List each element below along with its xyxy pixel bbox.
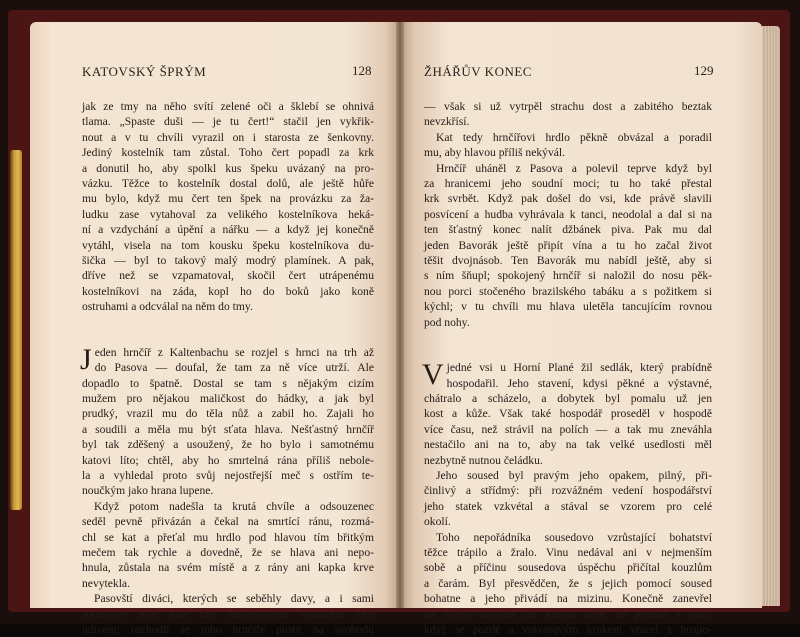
right-page-number: 129 <box>694 63 714 78</box>
right-paragraph-5: Jeho soused byl pravým jeho opakem, pilný, při- činlivý a střídmý: při rozvážném vedení hospodářství jeho statek vzkvétal a stával se vzorem pro celé okolí. <box>424 468 712 529</box>
bookmark-ribbon <box>10 150 22 510</box>
left-page-text <box>82 99 374 637</box>
left-page-number: 128 <box>352 63 372 78</box>
right-running-head: ŽHÁŘŮV KONEC <box>424 64 532 79</box>
left-paragraph-1: jak ze tmy na něho svítí zelené oči a šklebí se ohnivá tlama. „Spaste duši — je tu čert!“ stačil jen vykřik- nout a v tu chvíli vyrazil on i starosta ze šenkovny. Jediný kostelník tam zůstal. Toho čert popadl za krk a donutil ho, aby spolkl kus špeku uvázaný na pro- vázku. Těžce to kostelník dostal dolů, ale ještě hůře mu bylo, když mu čert ten špek na provázku za ža- ludku zase vytahoval za velikého kostelníkova heká- ní a vzdychání a úpění a nářku — a když jej konečně vytáhl, visela na tom kousku špeku kostelníkova du- šička — byl to takový malý modrý plamínek. A pak, dříve než se vzpamatoval, skočil čert utrápenému kostelníkovi na záda, kopl ho do boků jako koně ostruhami a odcválal na něm do tmy. <box>82 100 374 314</box>
right-paragraph-3: Hrnčíř uháněl z Pasova a polevil teprve když byl za hranicemi jeho soudní moci; tu ho také přestal krk svrbět. Když pak došel do vsi, kde právě slavili posvícení a hudba vyhrávala k tanci, neodolal a dal si na ten šťastný konec nalít džbánek piva. Pak mu dal jeden Bavorák ještě připít vína a tu ho začal život těšit dvojnásob. Ten Bavorák mu nabídl ještě, aby si s ním šňupl; spokojený hrnčíř si naložil do nosu pěk- nou porci stočeného brazilského tabáku a s požitkem si kýchl; v tu chvíli mu hlava uletěla tancujícím rovnou pod nohy. <box>424 161 712 329</box>
book-gutter <box>396 22 404 608</box>
right-paragraph-1: — však si už vytrpěl strachu dost a zabitého beztak nevzkřísí. <box>424 100 712 129</box>
right-paragraph-4: V jedné vsi u Horní Plané žil sedlák, který prabídně hospodařil. Jeho stavení, kdysi pěkné a výstavné, chátralo a scházelo, a dobytek byl pomalu už jen kost a kůže. Však také hospodář proseděl v hospodě více času, než strávil na polích — a tak mu zneváhla nestačilo ani na to, aby na tak velké usedlosti měl nezbytně nutnou čeládku. <box>422 358 712 467</box>
page-edges <box>762 26 780 606</box>
right-page-text <box>424 99 712 637</box>
right-paragraph-2: Kat tedy hrnčířovi hrdlo pěkně obvázal a poradil mu, aby hlavou příliš nekývál. <box>424 130 712 160</box>
drop-cap: V <box>422 358 444 392</box>
right-paragraph-6: Toho nepořádníka sousedovo vzrůstající bohatství těžce trápilo a žralo. Vinu nedával ani v nejmenším sobě a příčinu sousedova úspěchu přičítal kouzlům a čarám. Byl přesvědčen, že s jejich pomocí soused bohatne a jeho přivádí na mizinu. Konečně zanevřel na svého souseda tak krutou zášti, že jednou v noci, když se pozdě a vrávoravým krokem vracel z hospo- <box>424 530 712 636</box>
left-running-head: KATOVSKÝ ŠPRÝM <box>82 64 207 79</box>
drop-cap: J <box>80 342 92 376</box>
left-paragraph-2: J eden hrnčíř z Kaltenbachu se rozjel s hrnci na trh až do Pasova — doufal, že tam za ně více utrží. Ale dopadlo to špatně. Dostal se tam s nějakým cizím mužem pro nějakou maličkost do hádky, a jak byl prudký, vrazil mu do těla nůž a zabil ho. Zajali ho a soudili a měla mu být sťata hlava. Nešťastný hrnčíř byl tak zděšený a usoužený, že ho bylo i samotnému katovi líto; chtěl, aby ho smrtelná rána příliš nebole- la a vyhledal proto svůj nejostřejší meč s ostřím te- noučkým jako hrana lupene. <box>80 342 374 498</box>
left-paragraph-3: Když potom nadešla ta krutá chvíle a odsouzenec seděl pevně přivázán a čekal na smrtící ránu, rozmá- chl se kat a přeťal mu hrdlo pod hlavou tím břitkým mečem tak rychle a dovedně, že se hlava ani nepo- hnula, zůstala na svém místě a z rány ani kapka krve nevytekla. <box>82 499 374 590</box>
left-paragraph-4: Pasovští diváci, kterých se seběhly davy, a i sami soudcové byli nad tím mistrovským kouskem celí udiveni; rozhodli se toho hrnčíře pustit na svobodu <box>82 592 374 636</box>
